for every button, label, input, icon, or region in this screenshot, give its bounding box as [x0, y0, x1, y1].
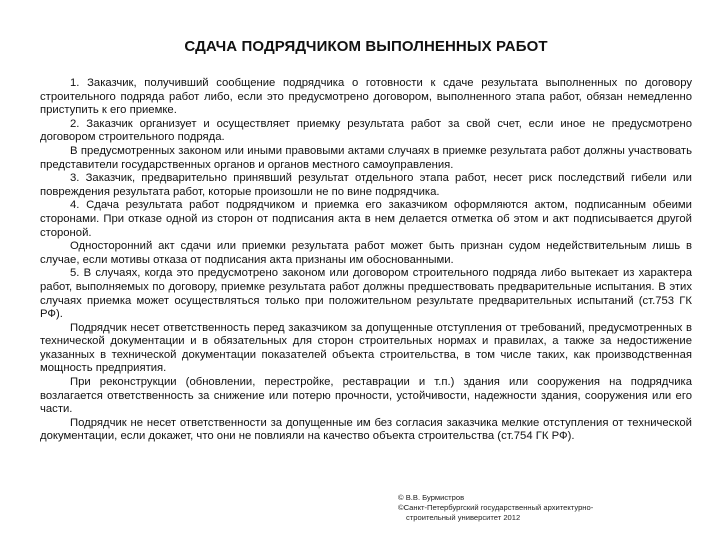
page-title: СДАЧА ПОДРЯДЧИКОМ ВЫПОЛНЕННЫХ РАБОТ: [184, 38, 548, 55]
author-credit: © В.В. Бурмистров: [398, 493, 465, 502]
university-credit-cont: строительный университет 2012: [406, 513, 521, 522]
paragraph: Односторонний акт сдачи или приемки результата работ может быть признан судом недействительным лишь в случае, если мотивы отказа от подписания акта признаны им обоснованными.: [40, 240, 692, 266]
paragraph: 3. Заказчик, предварительно принявший результат отдельного этапа работ, несет риск последствий гибели или повреждения результата работ, которые произошли не по вине подрядчика.: [40, 172, 692, 198]
credits: [398, 493, 593, 523]
paragraph: 4. Сдача результата работ подрядчиком и приемка его заказчиком оформляются актом, подписанным обеими сторонами. При отказе одной из сторон от подписания акта в нем делается отметка об этом и акт подписывается другой стороной.: [40, 199, 692, 239]
paragraph: Подрядчик несет ответственность перед заказчиком за допущенные отступления от требований, предусмотренных в технической документации и в обязательных для сторон строительных нормах и правилах, а также за недостижение указанных в технической документации показателей объекта строительства, в том числе таких, как производственная мощность предприятия.: [40, 321, 692, 375]
paragraph: При реконструкции (обновлении, перестройке, реставрации и т.п.) здания или сооружения на подрядчика возлагается ответственность за снижение или потерю прочности, устойчивости, надежности здания, сооружения или его части.: [40, 376, 692, 416]
paragraph: Подрядчик не несет ответственности за допущенные им без согласия заказчика мелкие отступления от технической документации, если докажет, что они не повлияли на качество объекта строительства (ст.754 ГК РФ).: [40, 416, 692, 443]
paragraph: 2. Заказчик организует и осуществляет приемку результата работ за свой счет, если иное не предусмотрено договором строительного подряда.: [40, 117, 692, 144]
university-credit: ©Санкт-Петербургский государственный архитектурно-: [398, 503, 594, 512]
paragraph: 5. В случаях, когда это предусмотрено законом или договором строительного подряда либо вытекает из характера работ, выполняемых по договору, приемке результата работ должны предшествовать предварительные испытания. В этих случаях приемка может осуществляться только при положительном результате предварительных испытаний (ст.753 ГК РФ).: [40, 267, 692, 321]
document-body: [40, 77, 692, 444]
paragraph: В предусмотренных законом или иными правовыми актами случаях в приемке результата работ должны участвовать представители государственных органов и органов местного самоуправления.: [40, 144, 692, 171]
paragraph: 1. Заказчик, получивший сообщение подрядчика о готовности к сдаче результата выполненных по договору строительного подряда работ либо, если это предусмотрено договором, выполненного этапа работ, обязан немедленно приступить к его приемке.: [40, 77, 692, 117]
